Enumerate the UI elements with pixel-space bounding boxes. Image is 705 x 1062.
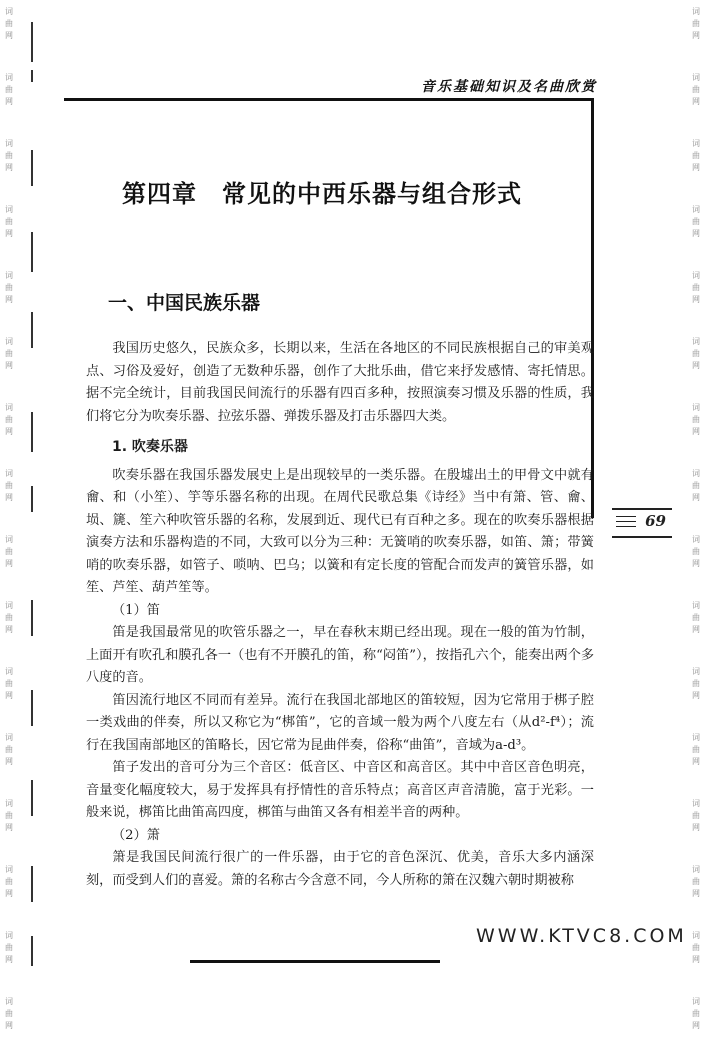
watermark-char: 网 xyxy=(5,229,13,238)
watermark-unit xyxy=(692,270,700,306)
watermark-char: 词 xyxy=(692,931,700,940)
watermark-unit xyxy=(5,72,13,108)
watermark-char: 曲 xyxy=(5,679,13,688)
watermark-char: 曲 xyxy=(5,151,13,160)
watermark-char: 网 xyxy=(5,757,13,766)
watermark-char: 词 xyxy=(5,337,13,346)
watermark-unit xyxy=(5,6,13,42)
watermark-char: 曲 xyxy=(5,481,13,490)
watermark-char: 曲 xyxy=(5,19,13,28)
watermark-char: 词 xyxy=(5,205,13,214)
watermark-char: 曲 xyxy=(692,283,700,292)
watermark-char: 曲 xyxy=(5,811,13,820)
watermark-char: 词 xyxy=(5,469,13,478)
watermark-char: 曲 xyxy=(692,1009,700,1018)
watermark-char: 网 xyxy=(692,97,700,106)
page-number: 69 xyxy=(645,512,666,530)
watermark-unit xyxy=(692,204,700,240)
watermark-unit xyxy=(692,138,700,174)
watermark-char: 词 xyxy=(5,139,13,148)
header-rule xyxy=(64,98,594,101)
watermark-char: 词 xyxy=(5,73,13,82)
watermark-char: 词 xyxy=(692,337,700,346)
watermark-char: 网 xyxy=(692,1021,700,1030)
watermark-unit xyxy=(5,600,13,636)
watermark-char: 词 xyxy=(692,73,700,82)
watermark-unit xyxy=(5,666,13,702)
paragraph-di-registers: 笛子发出的音可分为三个音区：低音区、中音区和高音区。其中中音区音色明亮，音量变化幅度较大，易于发挥具有抒情性的音乐特点；高音区声音清脆，富于光彩。一般来说，梆笛比曲笛高四度，梆笛与曲笛又各有相差半音的两种。 xyxy=(86,760,594,820)
watermark-char: 曲 xyxy=(5,1009,13,1018)
watermark-unit xyxy=(5,798,13,834)
watermark-char: 词 xyxy=(5,601,13,610)
watermark-char: 网 xyxy=(692,361,700,370)
watermark-char: 网 xyxy=(5,427,13,436)
paragraph-xiao: 箫是我国民间流行很广的一件乐器，由于它的音色深沉、优美，音乐大多内涵深刻，而受到人们的喜爱。箫的名称古今含意不同，今人所称的箫在汉魏六朝时期被称 xyxy=(86,850,594,888)
watermark-char: 曲 xyxy=(692,613,700,622)
watermark-char: 曲 xyxy=(692,745,700,754)
watermark-char: 网 xyxy=(5,1021,13,1030)
watermark-char: 曲 xyxy=(692,679,700,688)
watermark-char: 词 xyxy=(692,865,700,874)
watermark-char: 网 xyxy=(692,955,700,964)
watermark-char: 曲 xyxy=(5,547,13,556)
watermark-unit xyxy=(5,996,13,1032)
watermark-char: 词 xyxy=(5,535,13,544)
watermark-char: 词 xyxy=(5,403,13,412)
website-watermark: WWW.KTVC8.COM xyxy=(476,925,687,947)
watermark-char: 网 xyxy=(692,427,700,436)
watermark-unit xyxy=(5,402,13,438)
heading-xiao: （2）箫 xyxy=(112,827,160,843)
watermark-char: 网 xyxy=(5,31,13,40)
watermark-char: 词 xyxy=(692,7,700,16)
watermark-char: 词 xyxy=(5,667,13,676)
watermark-char: 曲 xyxy=(5,943,13,952)
watermark-char: 曲 xyxy=(692,481,700,490)
watermark-char: 曲 xyxy=(692,547,700,556)
watermark-char: 网 xyxy=(5,493,13,502)
watermark-char: 网 xyxy=(5,889,13,898)
watermark-char: 网 xyxy=(692,295,700,304)
watermark-char: 曲 xyxy=(692,217,700,226)
watermark-unit xyxy=(5,270,13,306)
watermark-unit xyxy=(692,930,700,966)
running-header: 音乐基础知识及名曲欣赏 xyxy=(421,79,597,95)
watermark-char: 网 xyxy=(692,625,700,634)
watermark-unit xyxy=(5,732,13,768)
watermark-char: 曲 xyxy=(692,85,700,94)
watermark-unit xyxy=(5,336,13,372)
watermark-unit xyxy=(692,336,700,372)
heading-di: （1）笛 xyxy=(112,602,160,618)
watermark-char: 网 xyxy=(5,295,13,304)
watermark-char: 曲 xyxy=(5,745,13,754)
watermark-char: 词 xyxy=(5,7,13,16)
watermark-char: 网 xyxy=(692,691,700,700)
watermark-char: 曲 xyxy=(692,811,700,820)
chapter-title: 第四章 常见的中西乐器与组合形式 xyxy=(122,180,522,208)
right-watermark-column xyxy=(687,0,705,1062)
subheading-wind-instruments: 1. 吹奏乐器 xyxy=(112,439,188,455)
watermark-char: 曲 xyxy=(5,877,13,886)
paragraph-wind-history: 吹奏乐器在我国乐器发展史上是出现较早的一类乐器。在殷墟出土的甲骨文中就有龠、和（小笙）、竽等乐器名称的出现。在周代民歌总集《诗经》当中有箫、管、龠、埙、篪、笙六种吹管乐器的名称，发展到近、现代已有百种之多。现在的吹奏乐器根据演奏方法和乐器构造的不同，大致可以分为三种：无簧哨的吹奏乐器，如笛、箫；带簧哨的吹奏乐器，如管子、唢呐、巴乌；以簧和有定长度的管配合而发声的簧管乐器，如笙、芦笙、葫芦笙等。 xyxy=(86,467,594,595)
watermark-char: 网 xyxy=(692,229,700,238)
watermark-char: 词 xyxy=(692,733,700,742)
watermark-unit xyxy=(692,798,700,834)
watermark-unit xyxy=(5,930,13,966)
watermark-char: 曲 xyxy=(692,349,700,358)
watermark-char: 词 xyxy=(692,205,700,214)
watermark-unit xyxy=(692,732,700,768)
paragraph-di-intro: 笛是我国最常见的吹管乐器之一，早在春秋末期已经出现。现在一般的笛为竹制，上面开有吹孔和膜孔各一（也有不开膜孔的笛，称“闷笛”），按指孔六个，能奏出两个多八度的音。 xyxy=(86,625,595,685)
watermark-char: 词 xyxy=(692,667,700,676)
watermark-char: 网 xyxy=(5,625,13,634)
watermark-unit xyxy=(692,6,700,42)
paragraph-di-regions: 笛因流行地区不同而有差异。流行在我国北部地区的笛较短，因为它常用于梆子腔一类戏曲的伴奏，所以又称它为“梆笛”，它的音域一般为两个八度左右（从d²-f⁴）；流行在我国南部地区的笛略长，因它常为昆曲伴奏，俗称“曲笛”，音域为a-d³。 xyxy=(86,692,594,753)
watermark-char: 词 xyxy=(692,271,700,280)
watermark-char: 词 xyxy=(5,799,13,808)
watermark-char: 网 xyxy=(5,691,13,700)
watermark-char: 曲 xyxy=(5,613,13,622)
watermark-char: 网 xyxy=(692,31,700,40)
watermark-unit xyxy=(692,600,700,636)
watermark-char: 网 xyxy=(692,889,700,898)
watermark-unit xyxy=(692,534,700,570)
watermark-unit xyxy=(692,864,700,900)
watermark-char: 曲 xyxy=(5,217,13,226)
watermark-unit xyxy=(5,468,13,504)
watermark-char: 曲 xyxy=(692,19,700,28)
watermark-char: 网 xyxy=(692,163,700,172)
watermark-char: 曲 xyxy=(692,943,700,952)
watermark-char: 词 xyxy=(5,733,13,742)
paragraph-intro: 我国历史悠久，民族众多，长期以来，生活在各地区的不同民族根据自己的审美观点、习俗及爱好，创造了无数种乐器，创作了大批乐曲，借它来抒发感情、寄托情思。据不完全统计，目前我国民间流行的乐器有四百多种，按照演奏习惯及乐器的性质，我们将它分为吹奏乐器、拉弦乐器、弹拨乐器及打击乐器四大类。 xyxy=(86,341,594,424)
watermark-char: 网 xyxy=(692,559,700,568)
watermark-char: 词 xyxy=(692,403,700,412)
watermark-char: 曲 xyxy=(692,877,700,886)
watermark-unit xyxy=(692,468,700,504)
watermark-char: 词 xyxy=(5,865,13,874)
left-watermark-column xyxy=(0,0,18,1062)
watermark-char: 网 xyxy=(5,163,13,172)
watermark-char: 网 xyxy=(692,823,700,832)
watermark-unit xyxy=(5,864,13,900)
watermark-char: 曲 xyxy=(5,85,13,94)
watermark-char: 网 xyxy=(5,97,13,106)
watermark-char: 网 xyxy=(5,559,13,568)
watermark-char: 网 xyxy=(692,757,700,766)
watermark-char: 词 xyxy=(692,601,700,610)
watermark-char: 词 xyxy=(692,535,700,544)
binding-marks xyxy=(28,0,36,978)
watermark-char: 词 xyxy=(692,799,700,808)
watermark-char: 曲 xyxy=(5,349,13,358)
page-number-tab xyxy=(612,508,672,538)
watermark-unit xyxy=(5,204,13,240)
watermark-char: 词 xyxy=(5,997,13,1006)
watermark-char: 网 xyxy=(5,361,13,370)
watermark-char: 网 xyxy=(5,823,13,832)
watermark-char: 曲 xyxy=(5,283,13,292)
watermark-char: 词 xyxy=(5,931,13,940)
watermark-unit xyxy=(692,666,700,702)
watermark-char: 曲 xyxy=(5,415,13,424)
watermark-unit xyxy=(5,138,13,174)
body-text-block xyxy=(86,338,594,892)
watermark-unit xyxy=(692,402,700,438)
watermark-unit xyxy=(692,996,700,1032)
watermark-char: 网 xyxy=(692,493,700,502)
watermark-char: 网 xyxy=(5,955,13,964)
watermark-char: 词 xyxy=(5,271,13,280)
watermark-char: 曲 xyxy=(692,415,700,424)
watermark-unit xyxy=(5,534,13,570)
watermark-char: 词 xyxy=(692,997,700,1006)
watermark-char: 词 xyxy=(692,139,700,148)
watermark-unit xyxy=(692,72,700,108)
section-title: 一、中国民族乐器 xyxy=(108,292,261,314)
watermark-char: 曲 xyxy=(692,151,700,160)
watermark-char: 词 xyxy=(692,469,700,478)
bottom-rule xyxy=(190,960,440,963)
